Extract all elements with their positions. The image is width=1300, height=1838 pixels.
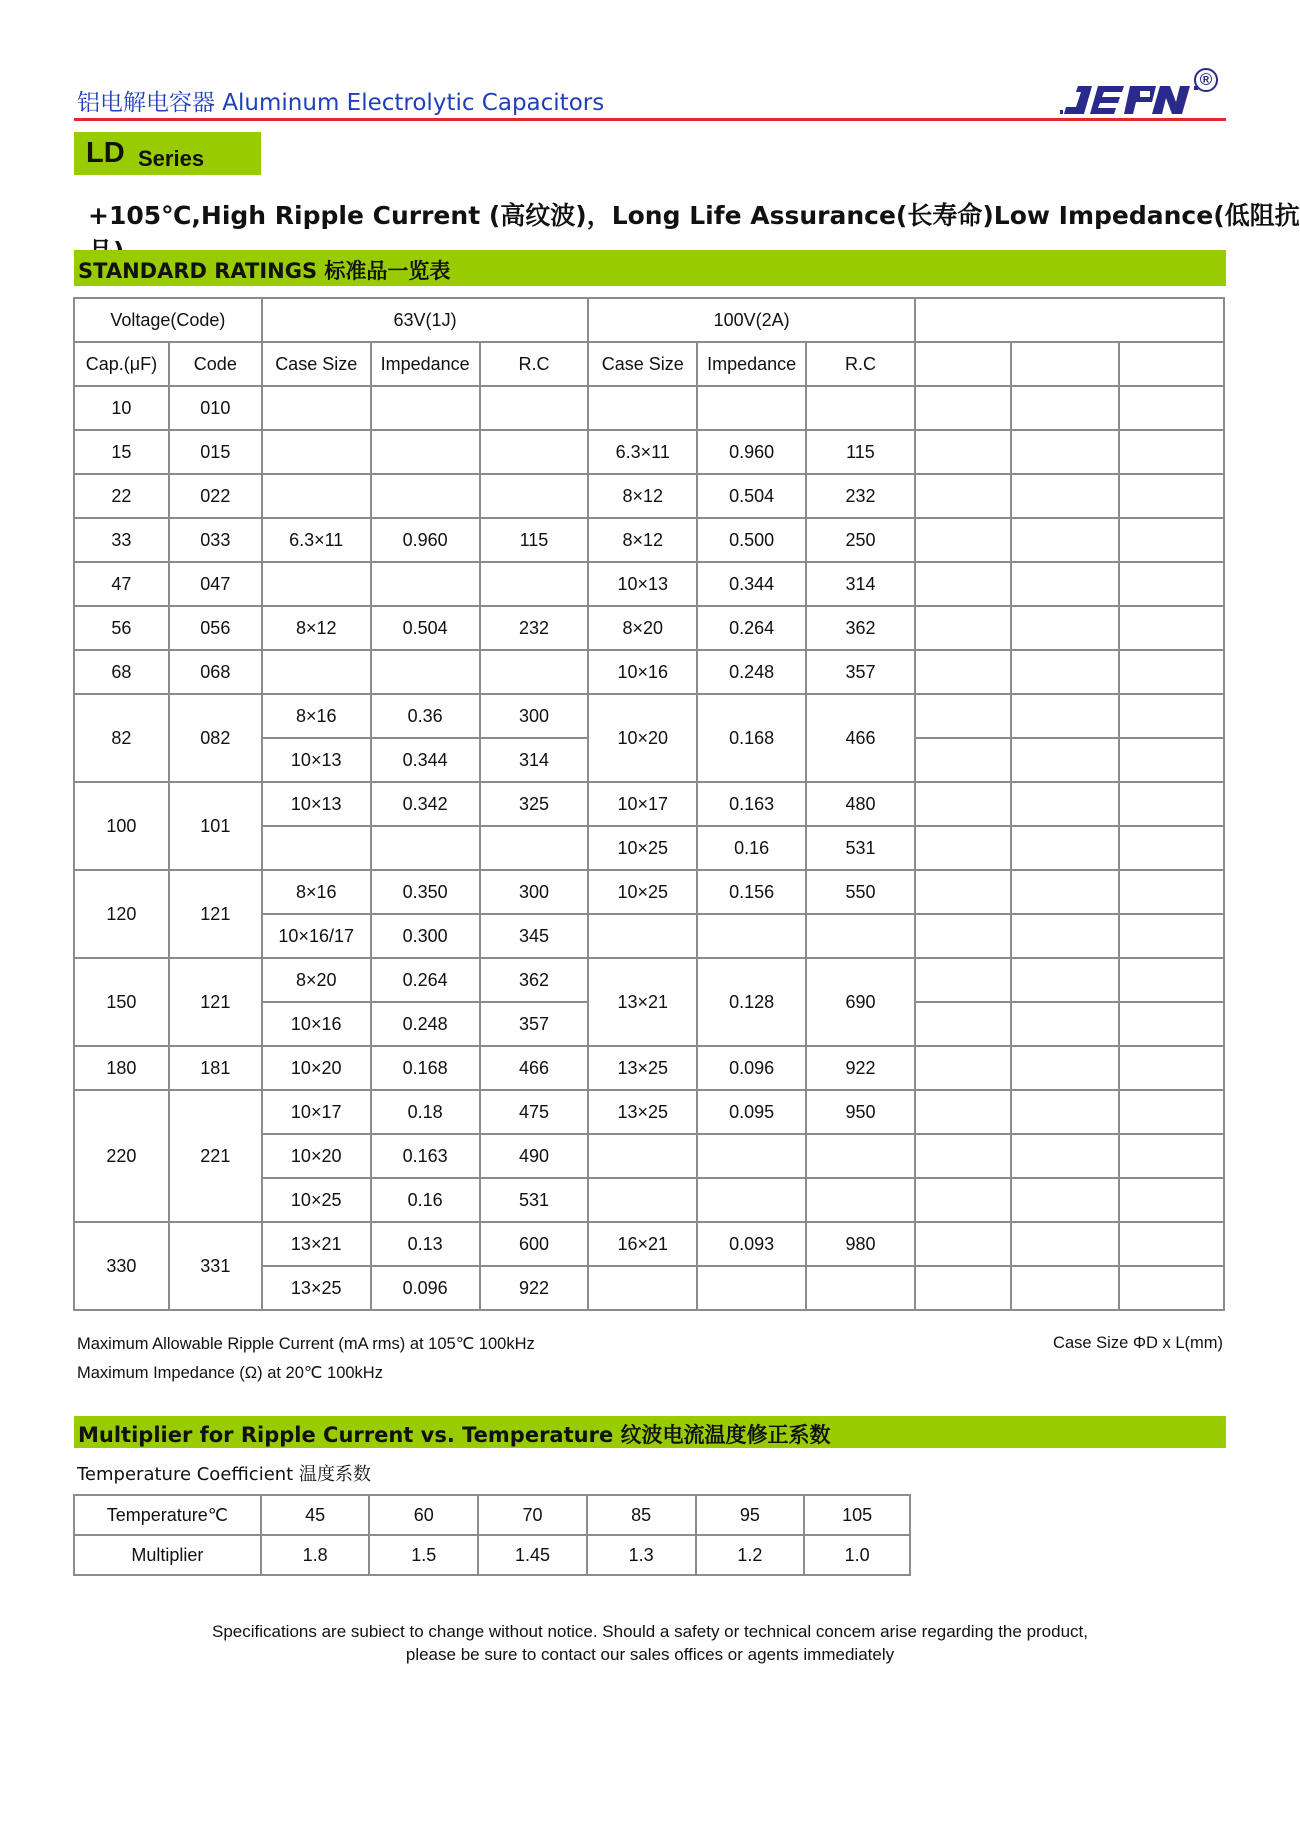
- table-row: [74, 694, 1224, 738]
- impedance-100v-cell: 0.16: [697, 826, 806, 870]
- impedance-100v-cell: 0.248: [697, 650, 806, 694]
- impedance-100v-cell: 0.093: [697, 1222, 806, 1266]
- empty-cell: [1119, 562, 1224, 606]
- case-size-63v-cell: 8×12: [262, 606, 371, 650]
- case-size-63v-cell: 10×17: [262, 1090, 371, 1134]
- code-cell: 181: [169, 1046, 262, 1090]
- impedance-63v-cell: [371, 826, 480, 870]
- empty-cell: [1011, 386, 1120, 430]
- case-size-63v-cell: [262, 430, 371, 474]
- impedance-63v-cell: 0.163: [371, 1134, 480, 1178]
- registered-mark: ®: [1194, 68, 1218, 92]
- rc-100v-cell: 314: [806, 562, 915, 606]
- cap-cell: 15: [74, 430, 169, 474]
- case-size-100v-cell: [588, 386, 697, 430]
- rc-63v-cell: [480, 430, 589, 474]
- case-size-100v-cell: 10×25: [588, 870, 697, 914]
- impedance-100v-cell: 0.960: [697, 430, 806, 474]
- case-size-63v-cell: [262, 386, 371, 430]
- impedance-63v-cell: 0.300: [371, 914, 480, 958]
- voltage-label: Voltage(Code): [74, 298, 262, 342]
- code-cell: 121: [169, 958, 262, 1046]
- standard-ratings-heading-text: STANDARD RATINGS 标准品一览表: [78, 259, 451, 283]
- standard-ratings-table: [73, 297, 1225, 1311]
- impedance-63v-cell: 0.13: [371, 1222, 480, 1266]
- impedance-63v-cell: 0.350: [371, 870, 480, 914]
- empty-cell: [915, 1222, 1011, 1266]
- code-cell: 056: [169, 606, 262, 650]
- multiplier-label: Multiplier: [74, 1535, 261, 1575]
- rc-63v-cell: [480, 826, 589, 870]
- series-badge: [74, 132, 261, 175]
- case-size-100v-cell: 13×25: [588, 1090, 697, 1134]
- empty-cell: [1011, 826, 1120, 870]
- rc-63v-cell: 600: [480, 1222, 589, 1266]
- case-size-63v-cell: 10×20: [262, 1134, 371, 1178]
- rc-header-63v: R.C: [480, 342, 589, 386]
- empty-header-cell: [915, 342, 1011, 386]
- empty-cell: [1119, 1222, 1224, 1266]
- rc-63v-cell: 325: [480, 782, 589, 826]
- empty-cell: [1011, 1090, 1120, 1134]
- empty-cell: [1011, 1134, 1120, 1178]
- empty-cell: [1011, 606, 1120, 650]
- empty-cell: [1119, 826, 1224, 870]
- empty-cell: [1011, 474, 1120, 518]
- multiplier-cell: 1.3: [587, 1535, 696, 1575]
- empty-cell: [915, 1002, 1011, 1046]
- impedance-100v-cell: 0.500: [697, 518, 806, 562]
- rc-100v-cell: 922: [806, 1046, 915, 1090]
- impedance-100v-cell: [697, 1178, 806, 1222]
- voltage-63v-header: 63V(1J): [262, 298, 589, 342]
- impedance-100v-cell: [697, 1266, 806, 1310]
- multiplier-cell: 1.2: [696, 1535, 805, 1575]
- case-size-63v-cell: [262, 826, 371, 870]
- case-size-100v-cell: 10×17: [588, 782, 697, 826]
- temperature-coefficient-label: Temperature Coefficient 温度系数: [77, 1464, 371, 1485]
- rc-63v-cell: 362: [480, 958, 589, 1002]
- impedance-100v-cell: [697, 1134, 806, 1178]
- empty-cell: [915, 694, 1011, 738]
- empty-cell: [1011, 694, 1120, 738]
- impedance-header-100v: Impedance: [697, 342, 806, 386]
- table-row: [74, 562, 1224, 606]
- empty-cell: [1011, 518, 1120, 562]
- rc-100v-cell: 950: [806, 1090, 915, 1134]
- impedance-100v-cell: 0.156: [697, 870, 806, 914]
- case-size-63v-cell: 13×25: [262, 1266, 371, 1310]
- rc-100v-cell: 362: [806, 606, 915, 650]
- series-tagline: +105℃,High Ripple Current (高纹波)，Long Life Assurance(长寿命)Low Impedance(低阻抗: [88, 201, 1300, 230]
- case-size-63v-cell: 10×16: [262, 1002, 371, 1046]
- empty-cell: [915, 1090, 1011, 1134]
- case-size-100v-cell: 10×16: [588, 650, 697, 694]
- impedance-100v-cell: 0.163: [697, 782, 806, 826]
- cap-header: Cap.(μF): [74, 342, 169, 386]
- code-cell: 033: [169, 518, 262, 562]
- case-size-63v-cell: 10×16/17: [262, 914, 371, 958]
- cap-cell: 100: [74, 782, 169, 870]
- rc-63v-cell: 345: [480, 914, 589, 958]
- case-size-63v-cell: 13×21: [262, 1222, 371, 1266]
- rc-63v-cell: 314: [480, 738, 589, 782]
- case-size-100v-cell: 13×21: [588, 958, 697, 1046]
- empty-cell: [1011, 1266, 1120, 1310]
- case-size-100v-cell: 10×20: [588, 694, 697, 782]
- table-row: [74, 1222, 1224, 1266]
- empty-cell: [1119, 1046, 1224, 1090]
- rc-100v-cell: [806, 1266, 915, 1310]
- voltage-100v-header: 100V(2A): [588, 298, 915, 342]
- case-size-63v-cell: 10×13: [262, 738, 371, 782]
- impedance-100v-cell: 0.264: [697, 606, 806, 650]
- empty-cell: [915, 826, 1011, 870]
- empty-cell: [1011, 914, 1120, 958]
- table-row: [74, 1090, 1224, 1134]
- rc-63v-cell: 115: [480, 518, 589, 562]
- impedance-100v-cell: 0.504: [697, 474, 806, 518]
- rc-63v-cell: 466: [480, 1046, 589, 1090]
- code-cell: 082: [169, 694, 262, 782]
- series-suffix: Series: [138, 146, 205, 171]
- empty-cell: [1011, 562, 1120, 606]
- case-size-63v-cell: 8×20: [262, 958, 371, 1002]
- empty-cell: [915, 1178, 1011, 1222]
- note-ripple-current: Maximum Allowable Ripple Current (mA rms) at 105℃ 100kHz: [77, 1335, 535, 1353]
- empty-cell: [1119, 606, 1224, 650]
- empty-cell: [1011, 738, 1120, 782]
- series-name: LD: [86, 137, 125, 169]
- empty-header-cell: [1119, 342, 1224, 386]
- empty-cell: [915, 474, 1011, 518]
- multiplier-cell: 1.5: [369, 1535, 478, 1575]
- case-size-63v-cell: [262, 650, 371, 694]
- code-header: Code: [169, 342, 262, 386]
- case-size-100v-cell: 10×13: [588, 562, 697, 606]
- case-size-100v-cell: 8×12: [588, 474, 697, 518]
- rc-63v-cell: [480, 650, 589, 694]
- empty-cell: [915, 1266, 1011, 1310]
- impedance-63v-cell: [371, 474, 480, 518]
- table-row: [74, 474, 1224, 518]
- rc-63v-cell: 357: [480, 1002, 589, 1046]
- empty-cell: [1011, 870, 1120, 914]
- multiplier-heading: [74, 1416, 1226, 1448]
- column-header-row: [74, 342, 1224, 386]
- empty-cell: [915, 430, 1011, 474]
- code-cell: 221: [169, 1090, 262, 1222]
- case-size-63v-cell: 10×25: [262, 1178, 371, 1222]
- multiplier-cell: 1.45: [478, 1535, 587, 1575]
- case-size-63v-cell: [262, 474, 371, 518]
- impedance-63v-cell: 0.096: [371, 1266, 480, 1310]
- empty-cell: [1011, 1046, 1120, 1090]
- empty-cell: [915, 870, 1011, 914]
- empty-cell: [915, 782, 1011, 826]
- impedance-100v-cell: 0.344: [697, 562, 806, 606]
- impedance-63v-cell: [371, 386, 480, 430]
- table-row: [74, 386, 1224, 430]
- empty-voltage-header: [915, 298, 1224, 342]
- cap-cell: 82: [74, 694, 169, 782]
- case-size-63v-cell: [262, 562, 371, 606]
- impedance-100v-cell: 0.128: [697, 958, 806, 1046]
- case-size-header-100v: Case Size: [588, 342, 697, 386]
- empty-cell: [1119, 1266, 1224, 1310]
- impedance-63v-cell: [371, 562, 480, 606]
- empty-cell: [915, 1046, 1011, 1090]
- impedance-63v-cell: 0.248: [371, 1002, 480, 1046]
- empty-cell: [1119, 914, 1224, 958]
- impedance-63v-cell: 0.342: [371, 782, 480, 826]
- cap-cell: 150: [74, 958, 169, 1046]
- cap-cell: 22: [74, 474, 169, 518]
- rc-63v-cell: [480, 386, 589, 430]
- case-size-63v-cell: 8×16: [262, 870, 371, 914]
- footer-line-1: Specifications are subiect to change without notice. Should a safety or technical concem arise regarding the product,: [211, 1622, 1088, 1641]
- rc-63v-cell: 300: [480, 694, 589, 738]
- impedance-63v-cell: 0.344: [371, 738, 480, 782]
- empty-cell: [1119, 694, 1224, 738]
- case-size-63v-cell: 8×16: [262, 694, 371, 738]
- temperature-cell: 45: [261, 1495, 370, 1535]
- empty-cell: [1119, 870, 1224, 914]
- code-cell: 047: [169, 562, 262, 606]
- multiplier-cell: 1.8: [261, 1535, 370, 1575]
- empty-cell: [1119, 782, 1224, 826]
- multiplier-table: [73, 1494, 911, 1576]
- rc-100v-cell: [806, 914, 915, 958]
- code-cell: 121: [169, 870, 262, 958]
- header-divider: [74, 118, 1226, 121]
- cap-cell: 330: [74, 1222, 169, 1310]
- impedance-header-63v: Impedance: [371, 342, 480, 386]
- table-row: [74, 430, 1224, 474]
- empty-cell: [1011, 958, 1120, 1002]
- rc-100v-cell: 250: [806, 518, 915, 562]
- impedance-63v-cell: 0.168: [371, 1046, 480, 1090]
- code-cell: 101: [169, 782, 262, 870]
- temperature-row: [74, 1495, 910, 1535]
- impedance-63v-cell: [371, 650, 480, 694]
- header-title: 铝电解电容器 Aluminum Electrolytic Capacitors: [77, 90, 605, 116]
- rc-header-100v: R.C: [806, 342, 915, 386]
- rc-100v-cell: 531: [806, 826, 915, 870]
- footer-line-2: please be sure to contact our sales offices or agents immediately: [405, 1645, 895, 1664]
- impedance-63v-cell: 0.264: [371, 958, 480, 1002]
- impedance-100v-cell: [697, 914, 806, 958]
- cap-cell: 120: [74, 870, 169, 958]
- empty-cell: [915, 518, 1011, 562]
- case-size-100v-cell: 10×25: [588, 826, 697, 870]
- case-size-header-63v: Case Size: [262, 342, 371, 386]
- rc-100v-cell: [806, 386, 915, 430]
- empty-cell: [1119, 430, 1224, 474]
- code-cell: 068: [169, 650, 262, 694]
- rc-100v-cell: 115: [806, 430, 915, 474]
- empty-cell: [1119, 1178, 1224, 1222]
- table-row: [74, 518, 1224, 562]
- impedance-63v-cell: 0.36: [371, 694, 480, 738]
- empty-cell: [915, 914, 1011, 958]
- rc-100v-cell: 232: [806, 474, 915, 518]
- temperature-cell: 70: [478, 1495, 587, 1535]
- case-size-63v-cell: 10×20: [262, 1046, 371, 1090]
- rc-100v-cell: 550: [806, 870, 915, 914]
- impedance-63v-cell: 0.504: [371, 606, 480, 650]
- empty-cell: [915, 562, 1011, 606]
- empty-cell: [1011, 1178, 1120, 1222]
- impedance-63v-cell: 0.16: [371, 1178, 480, 1222]
- rc-100v-cell: [806, 1134, 915, 1178]
- empty-cell: [1011, 1222, 1120, 1266]
- empty-cell: [1119, 958, 1224, 1002]
- rc-63v-cell: 475: [480, 1090, 589, 1134]
- case-size-63v-cell: 10×13: [262, 782, 371, 826]
- code-cell: 331: [169, 1222, 262, 1310]
- empty-cell: [915, 958, 1011, 1002]
- cap-cell: 220: [74, 1090, 169, 1222]
- cap-cell: 56: [74, 606, 169, 650]
- cap-cell: 10: [74, 386, 169, 430]
- rc-63v-cell: 232: [480, 606, 589, 650]
- rc-100v-cell: 980: [806, 1222, 915, 1266]
- impedance-63v-cell: [371, 430, 480, 474]
- temperature-cell: 105: [804, 1495, 910, 1535]
- rc-63v-cell: 531: [480, 1178, 589, 1222]
- empty-cell: [1119, 518, 1224, 562]
- empty-cell: [1011, 1002, 1120, 1046]
- case-size-100v-cell: [588, 1134, 697, 1178]
- multiplier-heading-text: Multiplier for Ripple Current vs. Temperature 纹波电流温度修正系数: [78, 1423, 831, 1447]
- empty-cell: [1119, 474, 1224, 518]
- cap-cell: 68: [74, 650, 169, 694]
- empty-cell: [915, 606, 1011, 650]
- impedance-100v-cell: 0.096: [697, 1046, 806, 1090]
- cap-cell: 47: [74, 562, 169, 606]
- multiplier-cell: 1.0: [804, 1535, 910, 1575]
- empty-cell: [1119, 386, 1224, 430]
- table-row: [74, 870, 1224, 914]
- code-cell: 010: [169, 386, 262, 430]
- empty-cell: [1119, 1134, 1224, 1178]
- table-row: [74, 958, 1224, 1002]
- table-row: [74, 650, 1224, 694]
- standard-ratings-heading: [74, 250, 1226, 286]
- rc-100v-cell: 690: [806, 958, 915, 1046]
- impedance-63v-cell: 0.18: [371, 1090, 480, 1134]
- empty-cell: [1011, 650, 1120, 694]
- case-size-100v-cell: 8×12: [588, 518, 697, 562]
- case-size-100v-cell: 13×25: [588, 1046, 697, 1090]
- voltage-header-row: [74, 298, 1224, 342]
- temperature-cell: 60: [369, 1495, 478, 1535]
- case-size-100v-cell: 16×21: [588, 1222, 697, 1266]
- empty-cell: [915, 386, 1011, 430]
- rc-63v-cell: 490: [480, 1134, 589, 1178]
- code-cell: 015: [169, 430, 262, 474]
- case-size-100v-cell: 6.3×11: [588, 430, 697, 474]
- rc-100v-cell: 480: [806, 782, 915, 826]
- cap-cell: 33: [74, 518, 169, 562]
- empty-cell: [1119, 1002, 1224, 1046]
- temperature-cell: 95: [696, 1495, 805, 1535]
- rc-63v-cell: [480, 562, 589, 606]
- table-row: [74, 606, 1224, 650]
- rc-100v-cell: 466: [806, 694, 915, 782]
- impedance-100v-cell: [697, 386, 806, 430]
- rc-63v-cell: 922: [480, 1266, 589, 1310]
- impedance-100v-cell: 0.168: [697, 694, 806, 782]
- impedance-100v-cell: 0.095: [697, 1090, 806, 1134]
- temperature-label: Temperature℃: [74, 1495, 261, 1535]
- empty-header-cell: [1011, 342, 1120, 386]
- case-size-63v-cell: 6.3×11: [262, 518, 371, 562]
- temperature-cell: 85: [587, 1495, 696, 1535]
- rc-100v-cell: [806, 1178, 915, 1222]
- rc-100v-cell: 357: [806, 650, 915, 694]
- empty-cell: [1119, 650, 1224, 694]
- empty-cell: [915, 650, 1011, 694]
- rc-63v-cell: [480, 474, 589, 518]
- case-size-100v-cell: [588, 1266, 697, 1310]
- cap-cell: 180: [74, 1046, 169, 1090]
- empty-cell: [1119, 738, 1224, 782]
- case-size-100v-cell: [588, 1178, 697, 1222]
- empty-cell: [1011, 430, 1120, 474]
- empty-cell: [1011, 782, 1120, 826]
- case-size-100v-cell: 8×20: [588, 606, 697, 650]
- impedance-63v-cell: 0.960: [371, 518, 480, 562]
- empty-cell: [1119, 1090, 1224, 1134]
- case-size-100v-cell: [588, 914, 697, 958]
- empty-cell: [915, 1134, 1011, 1178]
- table-row: [74, 1046, 1224, 1090]
- table-row: [74, 782, 1224, 826]
- code-cell: 022: [169, 474, 262, 518]
- footer-disclaimer: [0, 1620, 1300, 1666]
- note-case-size: Case Size ΦD x L(mm): [1053, 1334, 1223, 1352]
- empty-cell: [915, 738, 1011, 782]
- note-impedance: Maximum Impedance (Ω) at 20℃ 100kHz: [77, 1364, 383, 1382]
- rc-63v-cell: 300: [480, 870, 589, 914]
- multiplier-row: [74, 1535, 910, 1575]
